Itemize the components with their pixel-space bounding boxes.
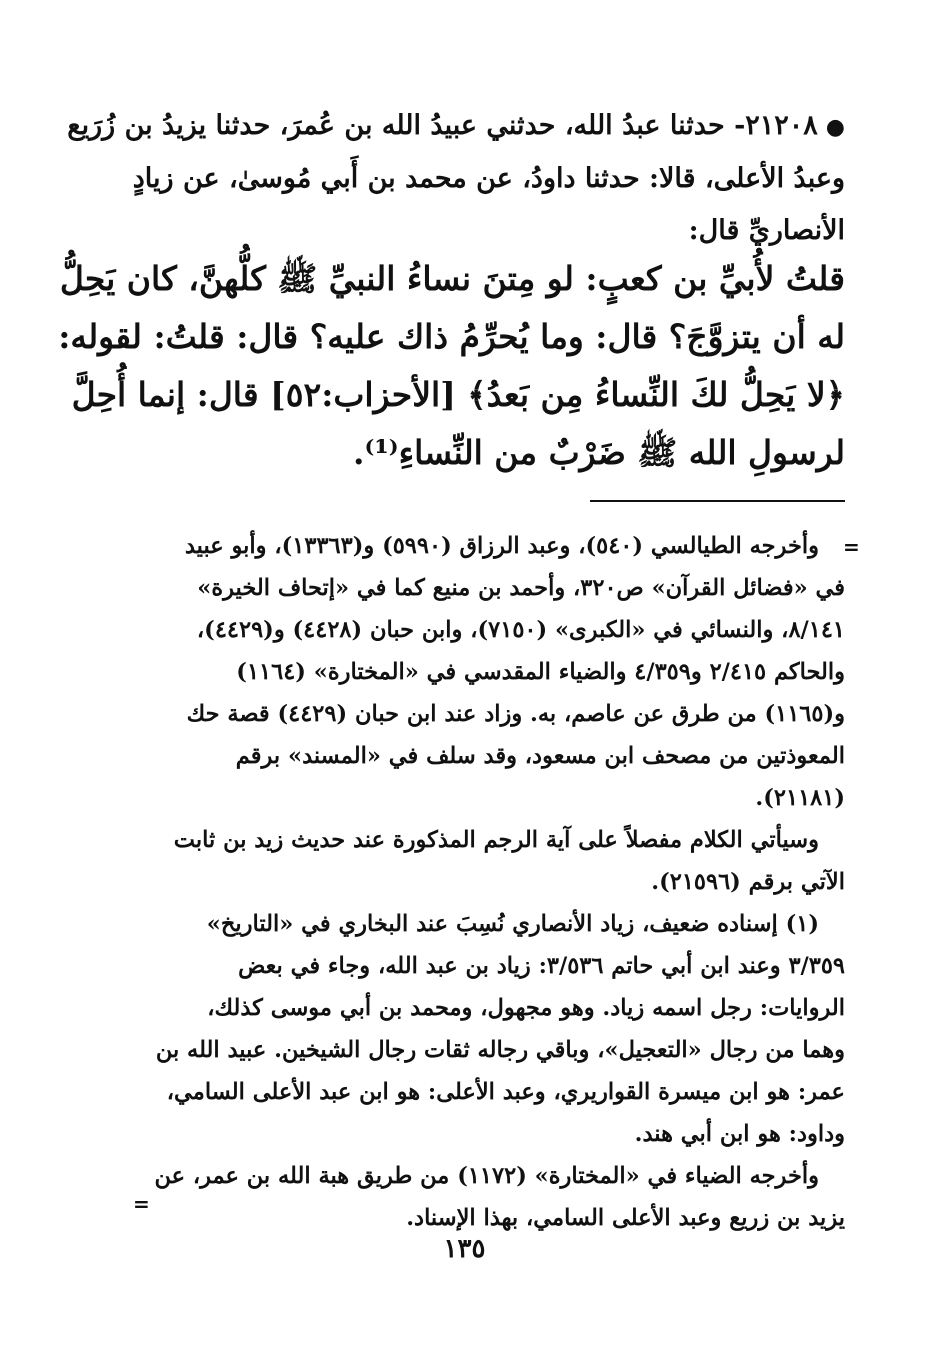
footnote-line: وسيأتي الكلام مفصلاً على آية الرجم المذكورة عند حديث زيد بن ثابت bbox=[173, 827, 819, 853]
continuation-mark-bottom: = bbox=[133, 1192, 150, 1216]
footnote-line: الآتي برقم (٢١٥٩٦). bbox=[651, 869, 845, 895]
footnote-1-line: وهما من رجال «التعجيل»، وباقي رجاله ثقات رجال الشيخين. عبيد الله بن bbox=[155, 1037, 845, 1063]
matn-line-4: لرسولِ الله ﷺ ضَرْبٌ من النِّساءِ⁽¹⁾. bbox=[353, 433, 845, 472]
footnote-1-line: يزيد بن زريع وعبد الأعلى السامي، بهذا الإسناد. bbox=[406, 1205, 845, 1231]
footnote-1-line: وداود: هو ابن أبي هند. bbox=[634, 1121, 845, 1147]
footnote-1-line: ٣/٣٥٩ وعند ابن أبي حاتم ٣/٥٣٦: زياد بن عبد الله، وجاء في بعض bbox=[238, 953, 845, 979]
page-number: ١٣٥ bbox=[443, 1234, 486, 1264]
isnad-line-3: الأنصاريِّ قال: bbox=[688, 215, 845, 246]
footnote-1-line: وأخرجه الضياء في «المختارة» (١١٧٢) من طريق هبة الله بن عمر، عن bbox=[154, 1163, 819, 1189]
footnote-1-line: عمر: هو ابن ميسرة القواريري، وعبد الأعلى: هو ابن عبد الأعلى السامي، bbox=[166, 1079, 845, 1105]
footnote-1-line: الروايات: رجل اسمه زياد. وهو مجهول، ومحمد بن أبي موسى كذلك، bbox=[207, 995, 845, 1021]
footnote-line: ٨/١٤١، والنسائي في «الكبرى» (٧١٥٠)، وابن حبان (٤٤٢٨) و(٤٤٢٩)، bbox=[196, 617, 845, 643]
footnote-line: المعوذتين من مصحف ابن مسعود، وقد سلف في «المسند» برقم bbox=[235, 743, 845, 769]
continuation-mark-top: = bbox=[843, 535, 860, 559]
footnotes bbox=[140, 525, 845, 1239]
matn-line-3: ﴿لا يَحِلُّ لكَ النِّساءُ مِن بَعدُ﴾ [الأحزاب:٥٢] قال: إنما أُحِلَّ bbox=[71, 375, 845, 414]
footnote-line: وأخرجه الطيالسي (٥٤٠)، وعبد الرزاق (٥٩٩٠) و(١٣٣٦٣)، وأبو عبيد bbox=[184, 533, 819, 559]
hadith-isnad bbox=[67, 100, 845, 257]
footnote-1-line: (١) إسناده ضعيف، زياد الأنصاري نُسِبَ عند البخاري في «التاريخ» bbox=[206, 911, 819, 937]
matn-line-2: له أن يتزوَّجَ؟ قال: وما يُحرِّمُ ذاك عليه؟ قال: قلتُ: لقوله: bbox=[58, 317, 845, 356]
hadith-matn bbox=[58, 250, 845, 482]
matn-line-1: قلتُ لأُبيِّ بن كعبٍ: لو مِتنَ نساءُ النبيِّ ﷺ كلُّهنَّ، كان يَحِلُّ bbox=[59, 259, 845, 298]
isnad-line-1: ●٢١٢٠٨- حدثنا عبدُ الله، حدثني عبيدُ الله بن عُمرَ، حدثنا يزيدُ بن زُرَيع bbox=[140, 100, 845, 153]
footnote-line: و(١١٦٥) من طرق عن عاصم، به. وزاد عند ابن حبان (٤٤٢٩) قصة حك bbox=[186, 701, 845, 727]
footnote-line: في «فضائل القرآن» ص٣٢٠، وأحمد بن منيع كما في «إتحاف الخيرة» bbox=[197, 575, 845, 601]
footnote-line: والحاكم ٢/٤١٥ و٤/٣٥٩ والضياء المقدسي في «المختارة» (١١٦٤) bbox=[236, 659, 845, 685]
footnote-line: (٢١١٨١). bbox=[755, 785, 845, 811]
bullet-icon: ● bbox=[825, 114, 845, 140]
isnad-line-2: وعبدُ الأعلى، قالا: حدثنا داودُ، عن محمد بن أَبي مُوسىٰ، عن زيادٍ bbox=[132, 163, 845, 194]
footnote-divider bbox=[590, 500, 845, 502]
